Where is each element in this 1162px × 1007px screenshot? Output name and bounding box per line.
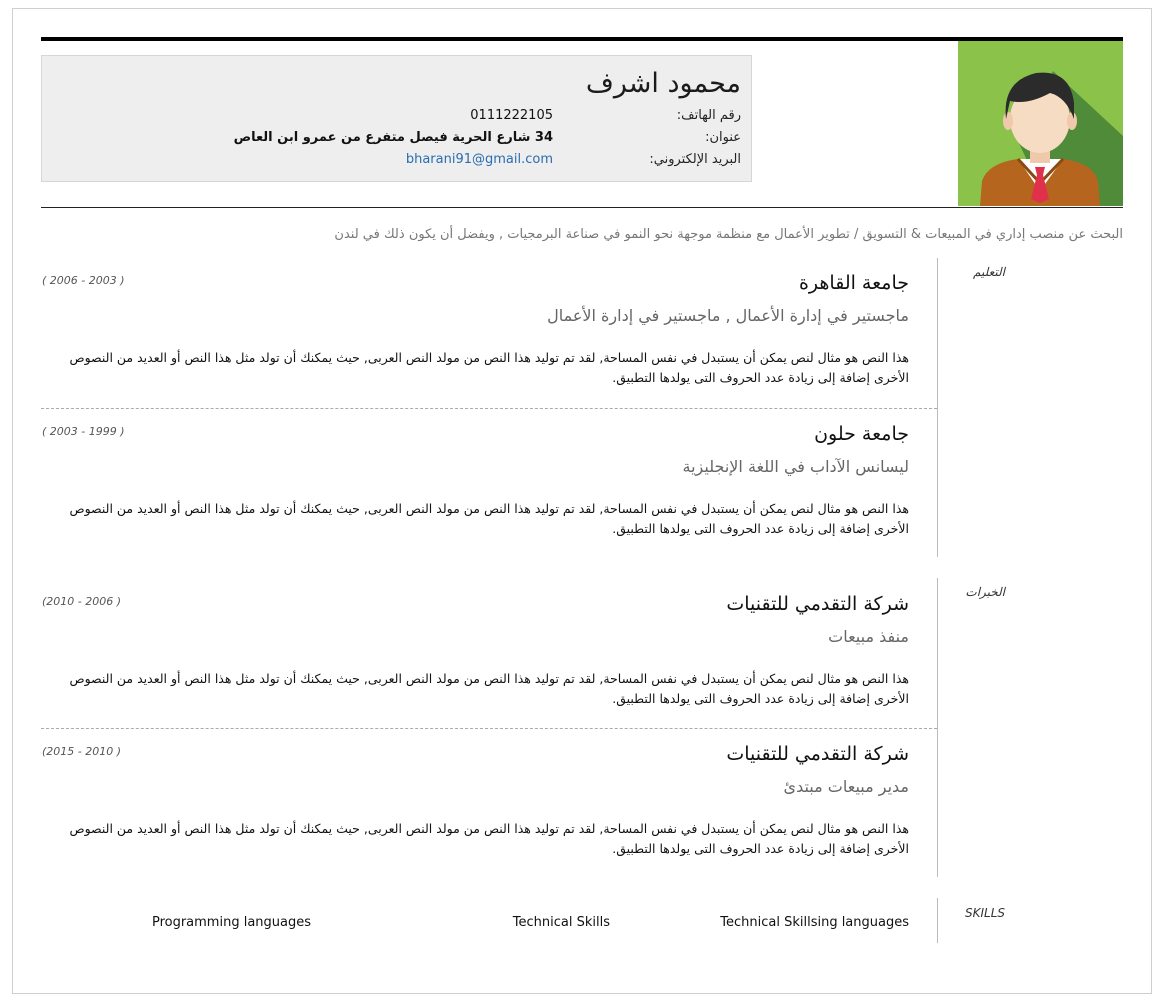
address-value: 34 شارع الحرية فيصل متفرع من عمرو ابن العاص (233, 130, 553, 145)
email-link[interactable]: bharani91@gmail.com (405, 152, 553, 167)
entry-title: جامعة القاهرة (798, 272, 909, 294)
entry-subtitle: ماجستير في إدارة الأعمال , ماجستير في إدارة الأعمال (547, 306, 909, 325)
entry-separator (41, 728, 937, 729)
entry-subtitle: ليسانس الآداب في اللغة الإنجليزية (682, 457, 909, 476)
entry-description: هذا النص هو مثال لنص يمكن أن يستبدل في نفس المساحة, لقد تم توليد هذا النص من مولد النص العربى, حيث يمكنك أن تولد مثل هذا النص أو العديد من النصوص الأخرى إضافة إلى زيادة عدد الحروف التى يولدها التطبيق. (69, 501, 909, 536)
objective-text: البحث عن منصب إداري في المبيعات & التسويق / تطوير الأعمال مع منظمة موجهة نحو النمو في صناعة البرمجيات , ويفضل أن يكون ذلك في لندن (334, 227, 1123, 242)
skills-divider (937, 898, 938, 943)
entry-separator (41, 408, 937, 409)
email-label: البريد الإلكتروني: (649, 152, 741, 167)
profile-avatar (958, 41, 1123, 206)
skill-item: Technical Skillsing languages (720, 915, 909, 930)
experience-label: الخبرات (965, 585, 1005, 599)
education-divider (937, 258, 938, 557)
phone-label: رقم الهاتف: (676, 108, 741, 123)
email-row (101, 152, 741, 172)
entry-title: شركة التقدمي للتقنيات (726, 743, 909, 765)
skill-item: Programming languages (151, 915, 311, 930)
address-label: عنوان: (705, 130, 741, 145)
entry-title: شركة التقدمي للتقنيات (726, 593, 909, 615)
entry-subtitle: مدير مبيعات مبتدئ (783, 777, 909, 796)
skill-item: Technical Skills (512, 915, 610, 930)
entry-date: ( 2006 - 2003 ) (42, 274, 125, 287)
entry-description: هذا النص هو مثال لنص يمكن أن يستبدل في نفس المساحة, لقد تم توليد هذا النص من مولد النص العربى, حيث يمكنك أن تولد مثل هذا النص أو العديد من النصوص الأخرى إضافة إلى زيادة عدد الحروف التى يولدها التطبيق. (69, 821, 909, 856)
skills-label: SKILLS (964, 906, 1005, 920)
entry-date: (2015 - 2010 ) (42, 745, 122, 758)
entry-date: (2010 - 2006 ) (42, 595, 122, 608)
header-divider (41, 207, 1123, 208)
entry-description: هذا النص هو مثال لنص يمكن أن يستبدل في نفس المساحة, لقد تم توليد هذا النص من مولد النص العربى, حيث يمكنك أن تولد مثل هذا النص أو العديد من النصوص الأخرى إضافة إلى زيادة عدد الحروف التى يولدها التطبيق. (69, 671, 909, 706)
entry-date: ( 2003 - 1999 ) (42, 425, 125, 438)
education-label: التعليم (973, 265, 1005, 279)
experience-divider (937, 578, 938, 877)
address-row (101, 130, 741, 150)
contact-header (41, 55, 752, 182)
candidate-name: محمود اشرف (585, 68, 741, 99)
entry-description: هذا النص هو مثال لنص يمكن أن يستبدل في نفس المساحة, لقد تم توليد هذا النص من مولد النص العربى, حيث يمكنك أن تولد مثل هذا النص أو العديد من النصوص الأخرى إضافة إلى زيادة عدد الحروف التى يولدها التطبيق. (69, 350, 909, 385)
entry-title: جامعة حلون (814, 423, 909, 445)
phone-row (101, 108, 741, 128)
phone-value: 0111222105 (470, 108, 553, 123)
entry-subtitle: منفذ مبيعات (828, 627, 909, 646)
